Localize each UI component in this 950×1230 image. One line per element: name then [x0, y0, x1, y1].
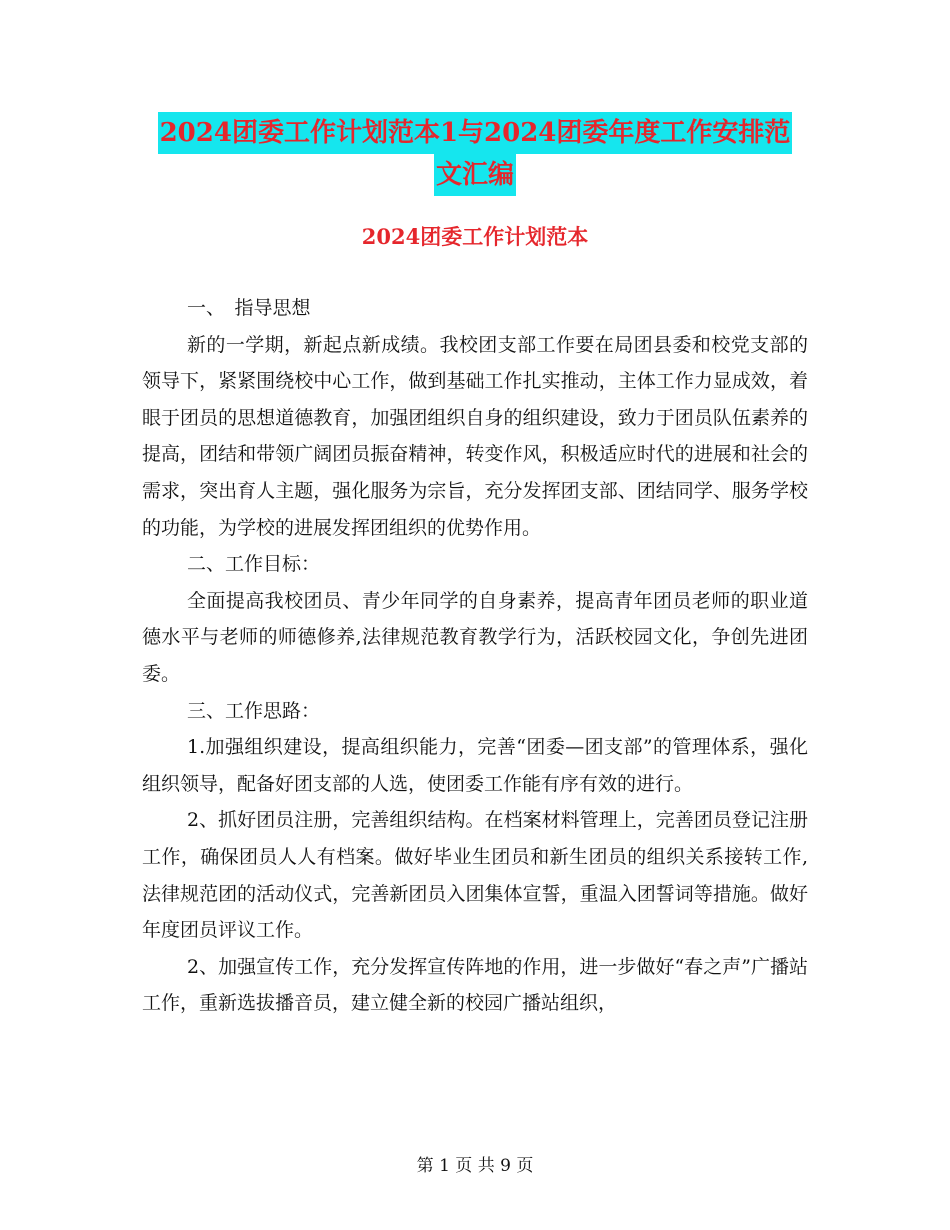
- paragraph: 2、抓好团员注册，完善组织结构。在档案材料管理上，完善团员登记注册工作，确保团员人人有档案。做好毕业生团员和新生团员的组织关系接转工作,法律规范团的活动仪式，完善新团员入团集体宣誓，重温入团誓词等措施。做好年度团员评议工作。: [142, 809, 808, 942]
- heading-work-goals: 二、工作目标：: [187, 553, 321, 576]
- section-heading: 2024团委工作计划范本: [361, 224, 589, 249]
- paragraph: 新的一学期，新起点新成绩。我校团支部工作要在局团县委和校党支部的领导下，紧紧围绕校中心工作，做到基础工作扎实推动，主体工作力显成效，着眼于团员的思想道德教育，加强团组织自身的组织建设，致力于团员队伍素养的提高，团结和带领广阔团员振奋精神，转变作风，积极适应时代的进展和社会的需求，突出育人主题，强化服务为宗旨，充分发挥团支部、团结同学、服务学校的功能，为学校的进展发挥团组织的优势作用。: [142, 333, 808, 539]
- page-footer: 第 1 页 共 9 页: [416, 1156, 534, 1176]
- paragraph: 全面提高我校团员、青少年同学的自身素养，提高青年团员老师的职业道德水平与老师的师德修养,法律规范教育教学行为，活跃校园文化，争创先进团委。: [142, 589, 808, 685]
- paragraph: 2、加强宣传工作，充分发挥宣传阵地的作用，进一步做好“春之声”广播站工作，重新选拔播音员，建立健全新的校园广播站组织，: [142, 955, 808, 1015]
- heading-work-approach: 三、工作思路：: [187, 699, 321, 722]
- document-body: [142, 290, 808, 1022]
- paragraph: 1.加强组织建设，提高组织能力，完善“团委—团支部”的管理体系，强化组织领导，配备好团支部的人选，使团委工作能有序有效的进行。: [142, 736, 808, 795]
- title-line-1: 2024团委工作计划范本1与2024团委年度工作安排范: [158, 112, 793, 154]
- document-title: [0, 112, 950, 196]
- heading-guiding-ideology: 一、 指导思想: [187, 297, 311, 319]
- title-line-2: 文汇编: [434, 154, 516, 196]
